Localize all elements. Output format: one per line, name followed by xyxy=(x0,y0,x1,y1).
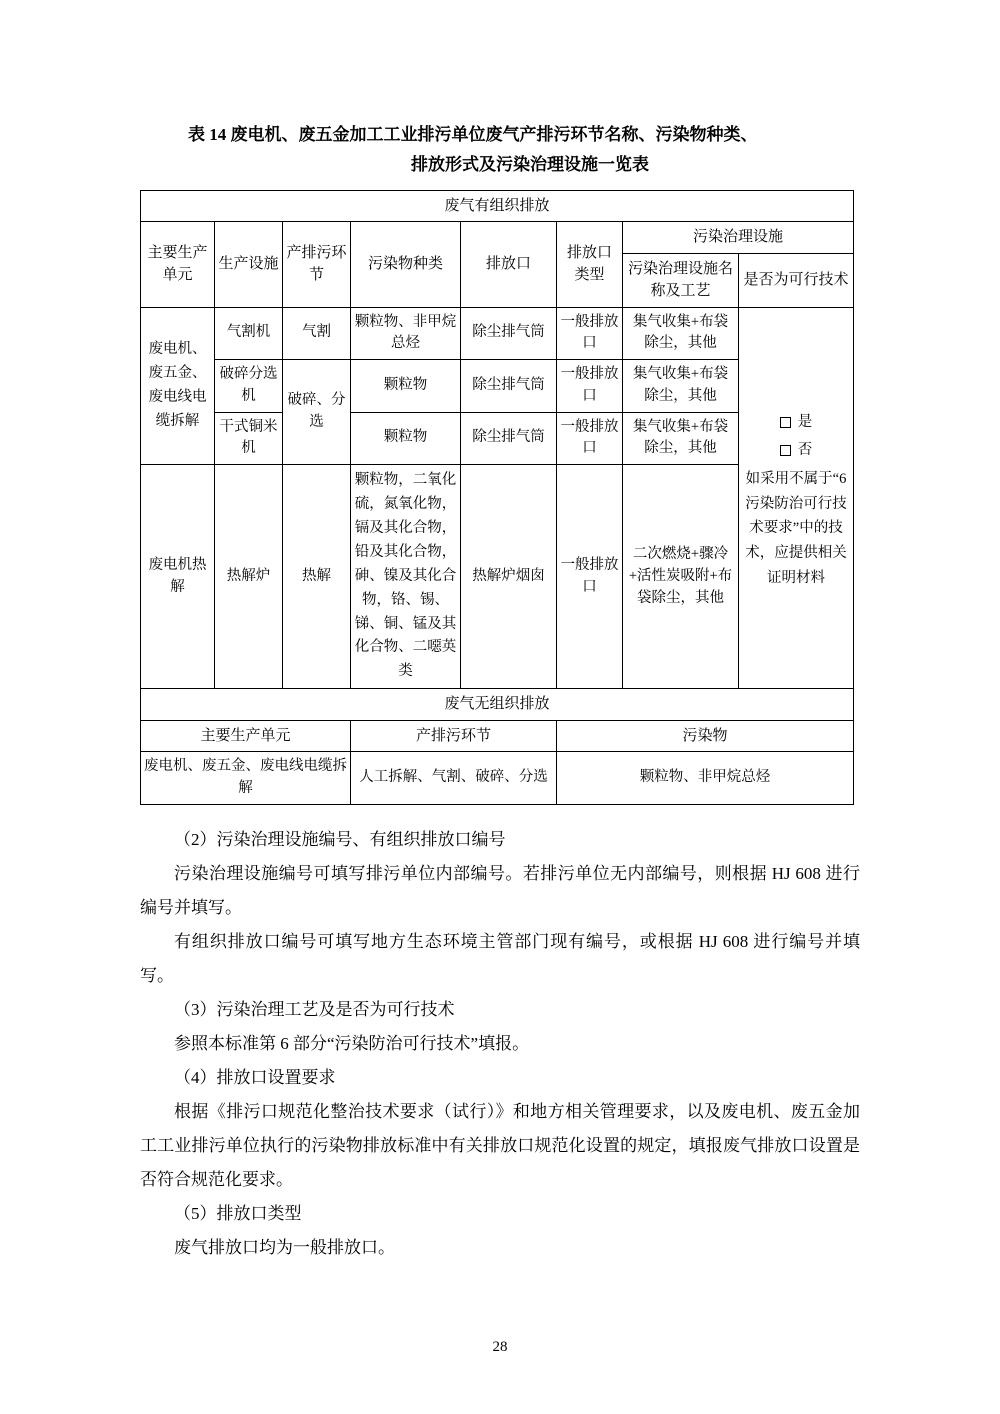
table-title-line-2: 排放形式及污染治理设施一览表 xyxy=(411,154,649,174)
cell-link-4: 热解 xyxy=(283,465,351,689)
band-unorganized: 废气无组织排放 xyxy=(141,689,854,721)
cell-equipment-3: 干式铜米机 xyxy=(215,412,283,465)
feasible-option-no-label: 否 xyxy=(797,442,813,459)
header-outlet-type: 排放口类型 xyxy=(557,222,623,308)
cell-outlet-2: 除尘排气筒 xyxy=(461,360,557,413)
cell-equipment-2: 破碎分选机 xyxy=(215,360,283,413)
paragraph-5: 参照本标准第 6 部分“污染防治可行技术”填报。 xyxy=(174,1033,530,1053)
feasible-note: 如采用不属于“6 污染防治可行技术要求”中的技术，应提供相关证明材料 xyxy=(745,470,847,586)
header-treatment-group: 污染治理设施 xyxy=(623,222,854,254)
cell-pollutant-1: 颗粒物、非甲烷总烃 xyxy=(351,307,461,360)
paragraph-3: 有组织排放口编号可填写地方生态环境主管部门现有编号，或根据 HJ 608 进行编号并填写。 xyxy=(140,931,860,985)
paragraph-6: （4）排放口设置要求 xyxy=(174,1067,336,1087)
feasible-option-yes[interactable] xyxy=(742,410,850,435)
table-row xyxy=(141,752,854,805)
checkbox-icon[interactable] xyxy=(780,417,791,428)
table-title-line-1: 表 14 废电机、废五金加工工业排污单位废气产排污环节名称、污染物种类、 xyxy=(188,125,758,144)
table-band-row xyxy=(141,190,854,222)
header-feasible: 是否为可行技术 xyxy=(739,253,854,307)
cell-treatment-2: 集气收集+布袋除尘，其他 xyxy=(623,360,739,413)
cell-unorg-pollutant: 颗粒物、非甲烷总烃 xyxy=(557,752,854,805)
cell-outlet-3: 除尘排气筒 xyxy=(461,412,557,465)
header-outlet: 排放口 xyxy=(461,222,557,308)
emission-table xyxy=(140,190,854,805)
table-header-row-1 xyxy=(141,222,854,254)
table-row xyxy=(141,307,854,360)
page-number: 28 xyxy=(492,1339,508,1355)
cell-pollutant-3: 颗粒物 xyxy=(351,412,461,465)
header-unorg-link: 产排污环节 xyxy=(351,720,557,752)
cell-equipment-4: 热解炉 xyxy=(215,465,283,689)
table-band-row xyxy=(141,689,854,721)
cell-equipment-1: 气割机 xyxy=(215,307,283,360)
header-unit: 主要生产单元 xyxy=(141,222,215,308)
header-unorg-pollutant: 污染物 xyxy=(557,720,854,752)
paragraph-8: （5）排放口类型 xyxy=(174,1203,302,1223)
cell-unorg-link: 人工拆解、气割、破碎、分选 xyxy=(351,752,557,805)
cell-pollutant-2: 颗粒物 xyxy=(351,360,461,413)
cell-unit-1: 废电机、废五金、废电线电缆拆解 xyxy=(141,307,215,465)
table-title xyxy=(140,120,860,180)
paragraph-2: 污染治理设施编号可填写排污单位内部编号。若排污单位无内部编号，则根据 HJ 608 进行编号并填写。 xyxy=(140,863,860,917)
header-unorg-unit: 主要生产单元 xyxy=(141,720,351,752)
table-header-row-3 xyxy=(141,720,854,752)
cell-pollutant-4: 颗粒物，二氧化硫，氮氧化物，镉及其化合物，铅及其化合物，砷、镍及其化合物，铬、锡、锑、铜、锰及其化合物、二噁英类 xyxy=(351,465,461,689)
cell-outlet-1: 除尘排气筒 xyxy=(461,307,557,360)
cell-treatment-4: 二次燃烧+骤冷+活性炭吸附+布袋除尘，其他 xyxy=(623,465,739,689)
feasible-option-no[interactable] xyxy=(742,438,850,463)
cell-outlet-type-4: 一般排放口 xyxy=(557,465,623,689)
paragraph-7: 根据《排污口规范化整治技术要求（试行）》和地方相关管理要求，以及废电机、废五金加工工业排污单位执行的污染物排放标准中有关排放口规范化设置的规定，填报废气排放口设置是否符合规范化要求。 xyxy=(140,1101,860,1189)
cell-outlet-type-2: 一般排放口 xyxy=(557,360,623,413)
paragraph-9: 废气排放口均为一般排放口。 xyxy=(174,1237,395,1257)
cell-treatment-1: 集气收集+布袋除尘，其他 xyxy=(623,307,739,360)
header-pollutant: 污染物种类 xyxy=(351,222,461,308)
header-treatment-name: 污染治理设施名称及工艺 xyxy=(623,253,739,307)
header-equipment: 生产设施 xyxy=(215,222,283,308)
paragraph-4: （3）污染治理工艺及是否为可行技术 xyxy=(174,999,455,1019)
cell-outlet-4: 热解炉烟囱 xyxy=(461,465,557,689)
cell-unit-4: 废电机热解 xyxy=(141,465,215,689)
paragraph-1: （2）污染治理设施编号、有组织排放口编号 xyxy=(174,829,506,849)
cell-treatment-3: 集气收集+布袋除尘，其他 xyxy=(623,412,739,465)
body-text xyxy=(140,823,860,1265)
cell-link-2: 破碎、分选 xyxy=(283,360,351,465)
cell-unorg-unit: 废电机、废五金、废电线电缆拆解 xyxy=(141,752,351,805)
checkbox-icon[interactable] xyxy=(780,445,791,456)
band-organized: 废气有组织排放 xyxy=(141,190,854,222)
cell-link-1: 气割 xyxy=(283,307,351,360)
cell-outlet-type-1: 一般排放口 xyxy=(557,307,623,360)
cell-outlet-type-3: 一般排放口 xyxy=(557,412,623,465)
header-link: 产排污环节 xyxy=(283,222,351,308)
feasible-option-yes-label: 是 xyxy=(797,413,813,430)
cell-feasible xyxy=(739,307,854,689)
